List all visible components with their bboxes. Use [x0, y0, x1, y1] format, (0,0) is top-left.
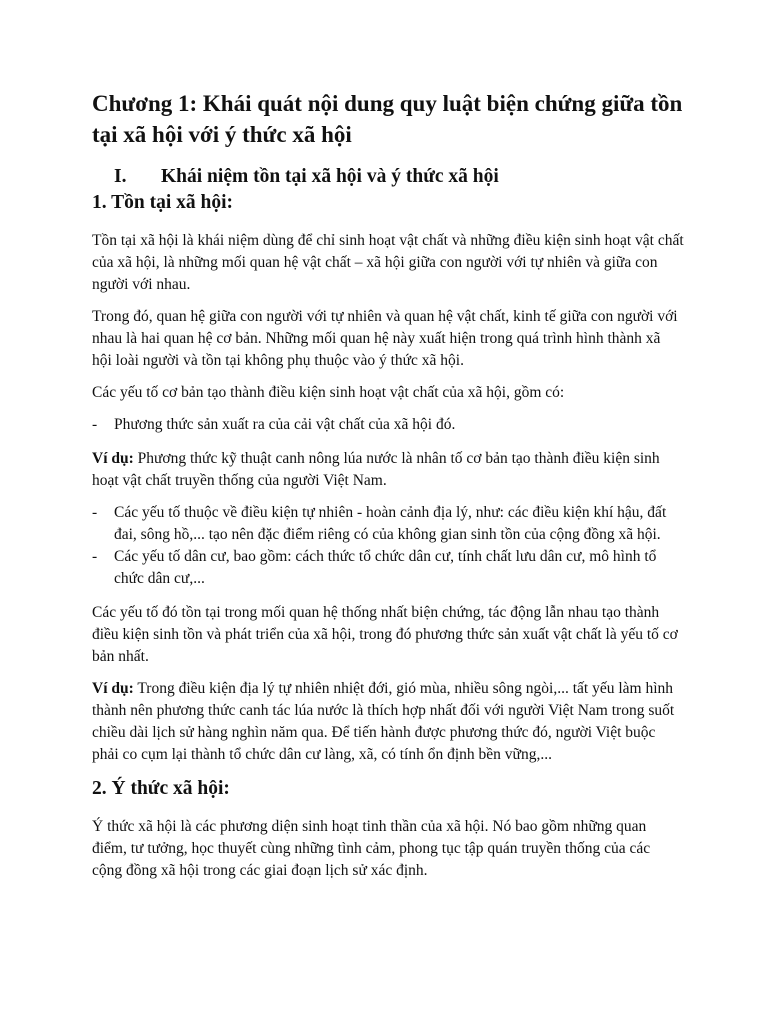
section-number: I.	[114, 166, 127, 187]
paragraph-4: Các yếu tố đó tồn tại trong mối quan hệ thống nhất biện chứng, tác động lẫn nhau tạo thành điều kiện sinh tồn và phát triển của xã hội, trong đó phương thức sản xuất vật chất là yếu tố cơ bản nhất.	[92, 604, 678, 665]
paragraph-1: Tồn tại xã hội là khái niệm dùng để chỉ sinh hoạt vật chất và những điều kiện sinh hoạt vật chất của xã hội, là những mối quan hệ vật chất – xã hội giữa con người với tự nhiên và giữa con người với nhau.	[92, 232, 684, 293]
paragraph-5: Ý thức xã hội là các phương diện sinh hoạt tinh thần của xã hội. Nó bao gồm những quan điểm, tư tưởng, học thuyết cùng những tình cảm, phong tục tập quán truyền thống của các cộng đồng xã hội trong các giai đoạn lịch sử xác định.	[92, 818, 651, 879]
paragraph-2: Trong đó, quan hệ giữa con người với tự nhiên và quan hệ vật chất, kinh tế giữa con người với nhau là hai quan hệ cơ bản. Những mối quan hệ này xuất hiện trong quá trình hình thành xã hội loài người và tồn tại không phụ thuộc vào ý thức xã hội.	[92, 308, 678, 369]
subsection-heading-1: 1. Tồn tại xã hội:	[92, 192, 234, 213]
example-label: Ví dụ:	[92, 450, 134, 467]
example-2	[92, 678, 684, 766]
section-heading	[92, 164, 684, 190]
list-item: - Các yếu tố thuộc về điều kiện tự nhiên - hoàn cảnh địa lý, như: các điều kiện khí hậu, đất đai, sông hồ,... tạo nên đặc điểm riêng có của không gian sinh tồn của cộng đồng xã hội.	[92, 502, 684, 546]
list-item: - Phương thức sản xuất ra của cải vật chất của xã hội đó.	[92, 414, 684, 436]
example-text: Trong điều kiện địa lý tự nhiên nhiệt đới, gió mùa, nhiều sông ngòi,... tất yếu làm hình thành nên phương thức canh tác lúa nước là thích hợp nhất đối với người Việt Nam trong suốt chiều dài lịch sử hàng nghìn năm qua. Để tiến hành được phương thức đó, người Việt buộc phải co cụm lại thành tổ chức dân cư làng, xã, có tính ổn định bền vững,...	[92, 680, 675, 763]
section-title: Khái niệm tồn tại xã hội và ý thức xã hội	[161, 166, 499, 187]
example-text: Phương thức kỹ thuật canh nông lúa nước là nhân tố cơ bản tạo thành điều kiện sinh hoạt vật chất truyền thống của người Việt Nam.	[92, 450, 660, 489]
bullet-list-1	[92, 414, 684, 436]
example-1	[92, 448, 684, 492]
subsection-heading-2: 2. Ý thức xã hội:	[92, 778, 230, 799]
list-item: - Các yếu tố dân cư, bao gồm: cách thức tổ chức dân cư, tính chất lưu dân cư, mô hình tổ chức dân cư,...	[92, 546, 684, 590]
example-label: Ví dụ:	[92, 680, 134, 697]
bullet-list-2	[92, 502, 684, 590]
chapter-title: Chương 1: Khái quát nội dung quy luật biện chứng giữa tồn tại xã hội với ý thức xã hội	[92, 91, 683, 147]
paragraph-3: Các yếu tố cơ bản tạo thành điều kiện sinh hoạt vật chất của xã hội, gồm có:	[92, 384, 565, 401]
